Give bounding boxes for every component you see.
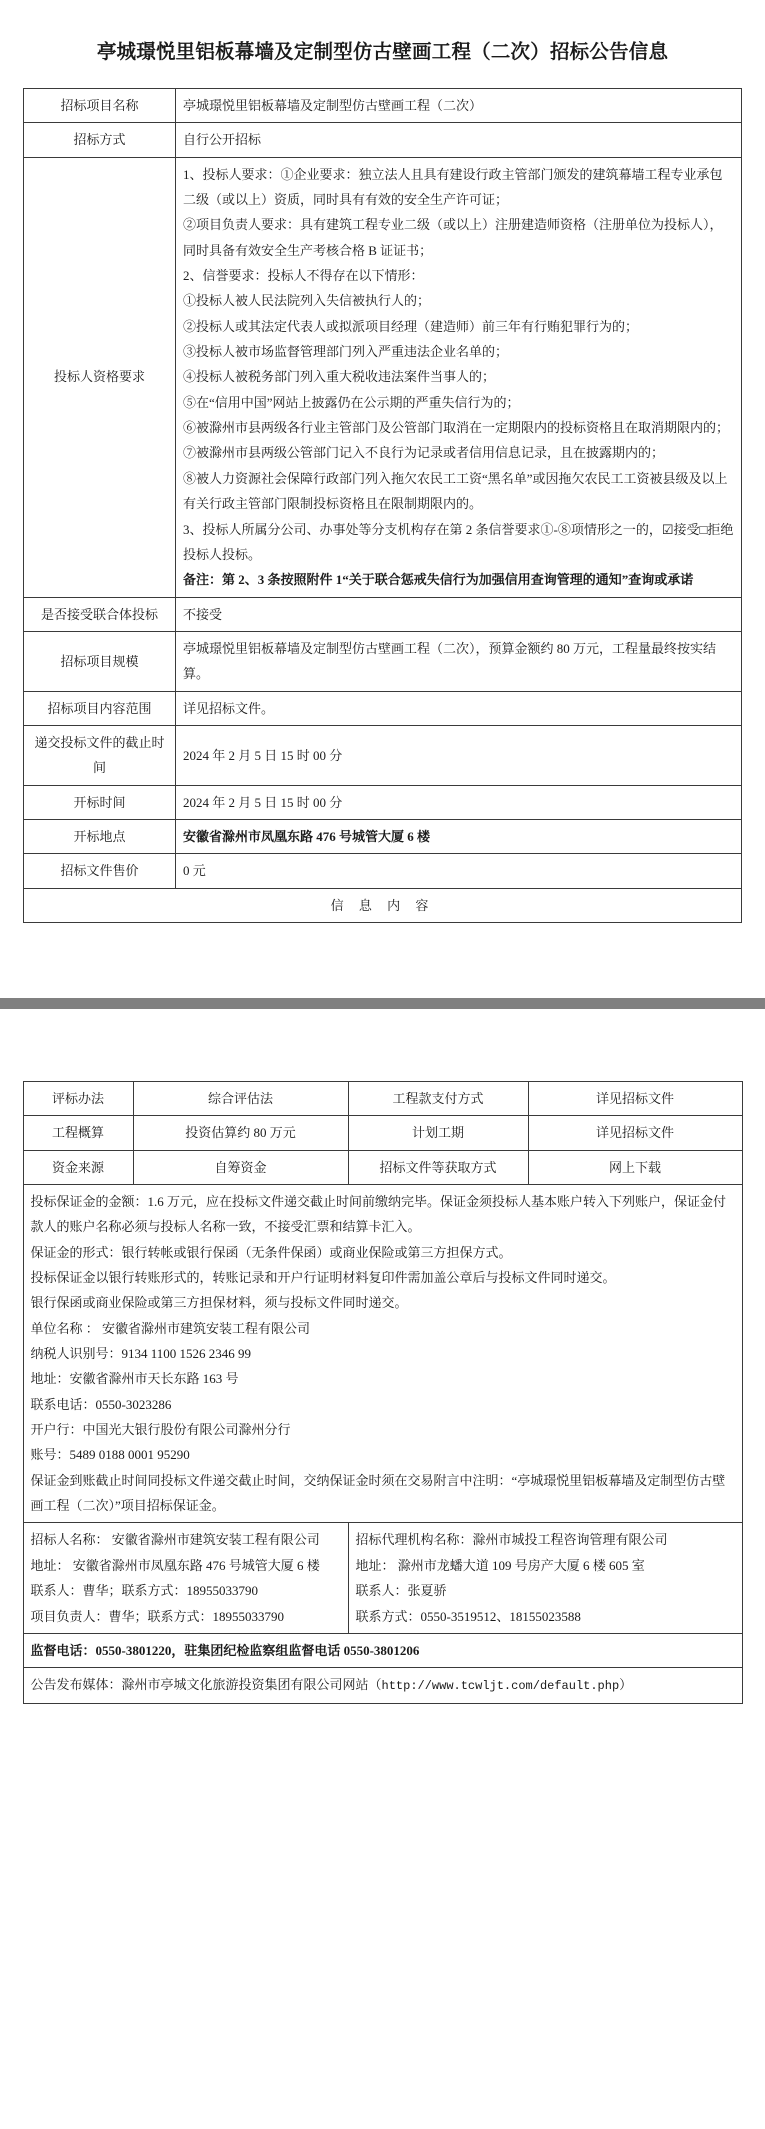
agency-contact-cell — [348, 1523, 742, 1633]
row-label-joint-bid: 是否接受联合体投标 — [24, 597, 176, 631]
row-value-content-scope: 详见招标文件。 — [176, 691, 742, 725]
cell-doc-access-label: 招标文件等获取方式 — [348, 1150, 528, 1184]
page-top-spacer — [0, 1009, 765, 1081]
row-label-project-name: 招标项目名称 — [24, 89, 176, 123]
table-row-media — [23, 1668, 742, 1703]
qualification-line: ①投标人被人民法院列入失信被执行人的； — [183, 293, 431, 309]
deposit-line: 纳税人识别号：9134 1100 1526 2346 99 — [30, 1346, 252, 1362]
row-value-project-scale: 亭城璟悦里铝板幕墙及定制型仿古壁画工程（二次），预算金额约 80 万元，工程量最终按实结算。 — [176, 631, 742, 691]
page-two — [0, 1009, 765, 1954]
cell-doc-access-value: 网上下载 — [528, 1150, 742, 1184]
qualification-line: ⑧被人力资源社会保障行政部门列入拖欠农民工工资“黑名单”或因拖欠农民工工资被县级及以上有关行政主管部门限制投标资格且在限制期限内的。 — [183, 470, 728, 512]
row-value-bid-opening-time: 2024 年 2 月 5 日 15 时 00 分 — [176, 785, 742, 819]
table-row — [23, 1116, 742, 1150]
table-row — [24, 725, 742, 785]
qualification-line: ⑥被滁州市县两级各行业主管部门及公管部门取消在一定期限内的投标资格且在取消期限内的； — [183, 420, 730, 436]
row-label-bid-opening-time: 开标时间 — [24, 785, 176, 819]
agency-contact-person: 联系人：张夏骄 — [355, 1583, 447, 1599]
cell-budget-label: 工程概算 — [23, 1116, 133, 1150]
row-label-project-scale: 招标项目规模 — [24, 631, 176, 691]
deposit-line: 投标保证金以银行转账形式的，转账记录和开户行证明材料复印件需加盖公章后与投标文件同时递交。 — [30, 1270, 616, 1286]
deposit-line: 保证金到账截止时间同投标文件递交截止时间，交纳保证金时须在交易附言中注明：“亭城璟悦里铝板幕墙及定制型仿古壁画工程（二次）”项目招标保证金。 — [30, 1472, 726, 1514]
deposit-info-cell — [23, 1185, 742, 1523]
agency-name: 招标代理机构名称：滁州市城投工程咨询管理有限公司 — [355, 1532, 668, 1548]
qualification-line: 2、信誉要求：投标人不得存在以下情形： — [183, 268, 424, 284]
publication-media-cell — [23, 1668, 742, 1703]
row-label-doc-price: 招标文件售价 — [24, 854, 176, 888]
tenderer-name: 招标人名称： 安徽省滁州市建筑安装工程有限公司 — [30, 1532, 320, 1548]
cell-budget-value: 投资估算约 80 万元 — [133, 1116, 348, 1150]
deposit-line: 地址：安徽省滁州市天长东路 163 号 — [30, 1371, 239, 1387]
page-two-bottom-spacer — [0, 1704, 765, 1954]
table-row-qualification — [24, 157, 742, 597]
table-row — [24, 819, 742, 853]
qualification-line: ③投标人被市场监督管理部门列入严重违法企业名单的； — [183, 344, 509, 360]
page-title: 亭城璟悦里铝板幕墙及定制型仿古壁画工程（二次）招标公告信息 — [96, 42, 669, 63]
deposit-line: 联系电话：0550-3023286 — [30, 1396, 172, 1412]
tenderer-project-manager: 项目负责人：曹华；联系方式：18955033790 — [30, 1608, 285, 1624]
cell-payment-method-label: 工程款支付方式 — [348, 1081, 528, 1115]
media-suffix: ） — [619, 1677, 633, 1693]
row-label-tender-method: 招标方式 — [24, 123, 176, 157]
page-separator-band — [0, 998, 765, 1009]
tenderer-contact-cell — [23, 1523, 348, 1633]
supervision-phone: 监督电话：0550-3801220，驻集团纪检监察组监督电话 0550-3801206 — [23, 1633, 742, 1667]
qualification-note: 备注：第 2、3 条按照附件 1“关于联合惩戒失信行为加强信用查询管理的通知”查询或承诺 — [183, 572, 694, 588]
qualification-line: 1、投标人要求：①企业要求：独立法人且具有建设行政主管部门颁发的建筑幕墙工程专业承包二级（或以上）资质，同时具有有效的安全生产许可证； — [183, 166, 723, 208]
qualification-line: ②投标人或其法定代表人或拟派项目经理（建造师）前三年有行贿犯罪行为的； — [183, 318, 639, 334]
info-content-banner: 信 息 内 容 — [24, 888, 742, 922]
cell-duration-value: 详见招标文件 — [528, 1116, 742, 1150]
table-row — [23, 1081, 742, 1115]
tenderer-address: 地址： 安徽省滁州市凤凰东路 476 号城管大厦 6 楼 — [30, 1557, 320, 1573]
cell-funding-label: 资金来源 — [23, 1150, 133, 1184]
table-row-supervision — [23, 1633, 742, 1667]
qualification-line: ④投标人被税务部门列入重大税收违法案件当事人的； — [183, 369, 496, 385]
row-label-qualification: 投标人资格要求 — [24, 157, 176, 597]
deposit-line: 开户行：中国光大银行股份有限公司滁州分行 — [30, 1422, 291, 1438]
cell-funding-value: 自筹资金 — [133, 1150, 348, 1184]
table-row — [24, 785, 742, 819]
row-value-qualification — [176, 157, 742, 597]
row-value-doc-price: 0 元 — [176, 854, 742, 888]
table-row — [24, 123, 742, 157]
qualification-line: ⑤在“信用中国”网站上披露仍在公示期的严重失信行为的； — [183, 394, 520, 410]
qualification-line: ⑦被滁州市县两级公管部门记入不良行为记录或者信用信息记录，且在披露期内的； — [183, 445, 665, 461]
agency-address: 地址： 滁州市龙蟠大道 109 号房产大厦 6 楼 605 室 — [355, 1557, 645, 1573]
row-label-content-scope: 招标项目内容范围 — [24, 691, 176, 725]
tenderer-contact-person: 联系人：曹华；联系方式：18955033790 — [30, 1583, 259, 1599]
media-url[interactable]: http://www.tcwljt.com/default.php — [381, 1679, 620, 1694]
cell-eval-method-value: 综合评估法 — [133, 1081, 348, 1115]
row-label-bid-opening-place: 开标地点 — [24, 819, 176, 853]
qualification-line: 3、投标人所属分公司、办事处等分支机构存在第 2 条信誉要求①-⑧项情形之一的，☑接受□拒绝投标人投标。 — [183, 521, 734, 562]
cell-payment-method-value: 详见招标文件 — [528, 1081, 742, 1115]
row-value-submission-deadline: 2024 年 2 月 5 日 15 时 00 分 — [176, 725, 742, 785]
row-value-joint-bid: 不接受 — [176, 597, 742, 631]
table-row-deposit — [23, 1185, 742, 1523]
media-prefix: 公告发布媒体：滁州市亭城文化旅游投资集团有限公司网站（ — [30, 1677, 382, 1693]
row-value-project-name: 亭城璟悦里铝板幕墙及定制型仿古壁画工程（二次） — [176, 89, 742, 123]
table-row — [24, 89, 742, 123]
qualification-line: ②项目负责人要求：具有建筑工程专业二级（或以上）注册建造师资格（注册单位为投标人），同时具备有效安全生产考核合格 B 证证书； — [183, 217, 723, 258]
page-bottom-spacer — [0, 923, 765, 998]
tender-info-table — [23, 88, 742, 923]
table-row — [24, 631, 742, 691]
table-row-banner — [24, 888, 742, 922]
table-row-contacts — [23, 1523, 742, 1633]
table-row — [24, 691, 742, 725]
row-label-submission-deadline: 递交投标文件的截止时间 — [24, 725, 176, 785]
agency-contact-phone: 联系方式：0550-3519512、18155023588 — [355, 1608, 581, 1624]
cell-eval-method-label: 评标办法 — [23, 1081, 133, 1115]
tender-details-table — [23, 1081, 743, 1704]
page-one — [0, 0, 765, 998]
deposit-line: 投标保证金的金额：1.6 万元，应在投标文件递交截止时间前缴纳完毕。保证金须投标人基本账户转入下列账户，保证金付款人的账户名称必须与投标人名称一致，不接受汇票和结算卡汇入。 — [30, 1194, 727, 1235]
deposit-line: 保证金的形式：银行转帐或银行保函（无条件保函）或商业保险或第三方担保方式。 — [30, 1244, 512, 1260]
cell-duration-label: 计划工期 — [348, 1116, 528, 1150]
table-row — [24, 854, 742, 888]
row-value-tender-method: 自行公开招标 — [176, 123, 742, 157]
deposit-line: 账号：5489 0188 0001 95290 — [30, 1447, 190, 1463]
table-row — [24, 597, 742, 631]
deposit-line: 单位名称 ： 安徽省滁州市建筑安装工程有限公司 — [30, 1320, 311, 1336]
row-value-bid-opening-place: 安徽省滁州市凤凰东路 476 号城管大厦 6 楼 — [176, 819, 742, 853]
table-row — [23, 1150, 742, 1184]
deposit-line: 银行保函或商业保险或第三方担保材料，须与投标文件同时递交。 — [30, 1295, 408, 1311]
